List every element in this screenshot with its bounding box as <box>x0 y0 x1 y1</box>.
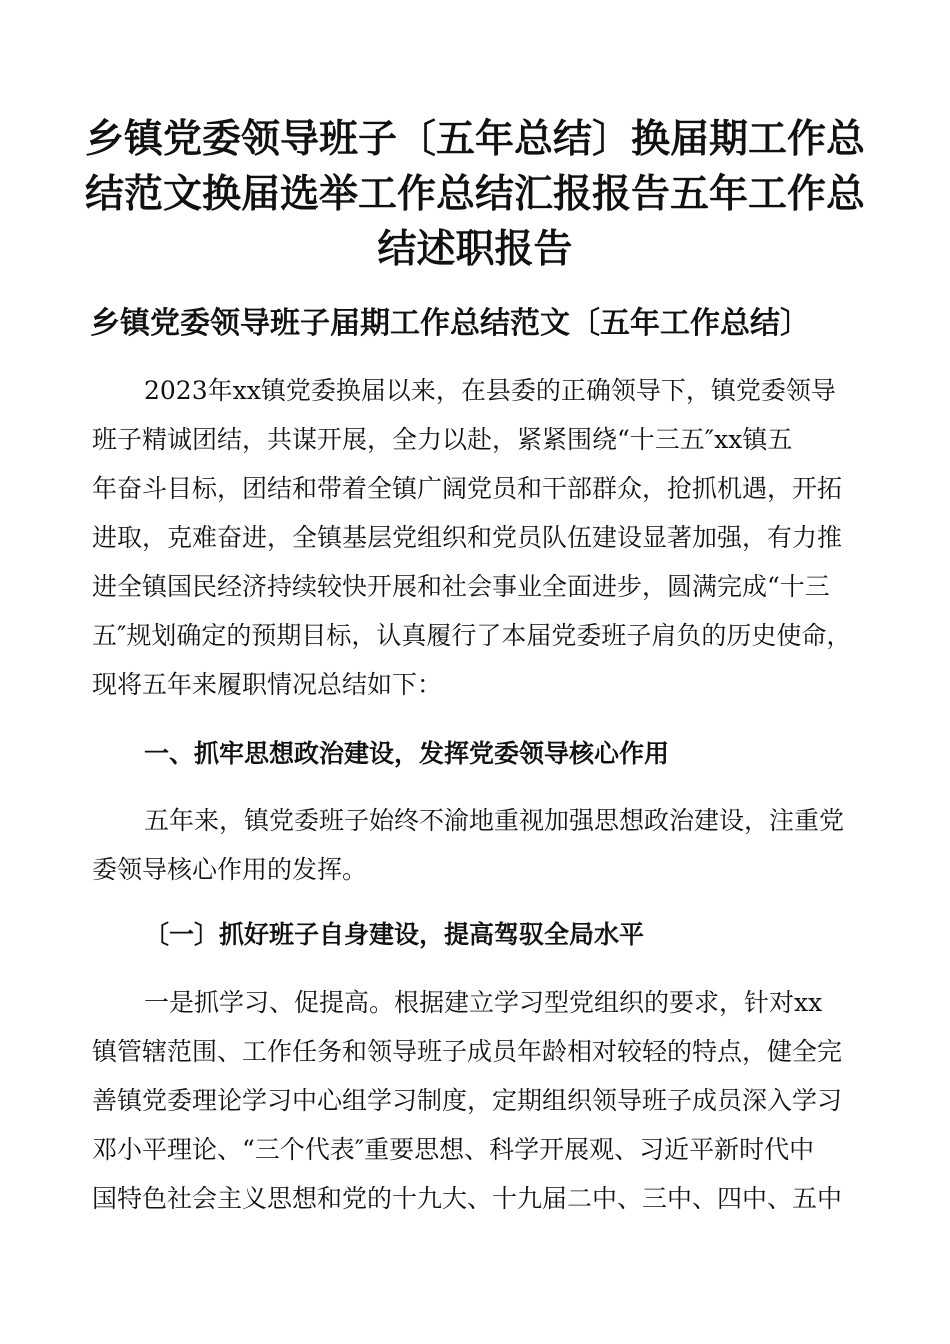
text-line: 班子精诚团结，共谋开展，全力以赴，紧紧围绕“十三五″xx镇五 <box>92 425 793 454</box>
text-line: 2023年xx镇党委换届以来，在县委的正确领导下，镇党委领导 <box>144 376 836 405</box>
text-line: 年奋斗目标，团结和带着全镇广阔党员和干部群众，抢抓机遇，开拓 <box>92 474 843 503</box>
text-line: 进取，克难奋进，全镇基层党组织和党员队伍建设显著加强，有力推 <box>92 523 843 552</box>
section-heading-1: 一、抓牢思想政治建设，发挥党委领导核心作用 <box>144 739 670 768</box>
paragraph-intro <box>92 366 872 709</box>
text-line: 委领导核心作用的发挥。 <box>92 855 368 884</box>
text-line: 国特色社会主义思想和党的十九大、十九届二中、三中、四中、五中 <box>92 1184 843 1213</box>
document-title <box>80 112 870 277</box>
text-line: 邓小平理论、“三个代表″重要思想、科学开展观、习近平新时代中 <box>92 1135 815 1164</box>
subsection-heading-1: 〔一〕抓好班子自身建设，提高驾驭全局水平 <box>144 920 645 949</box>
text-line: 镇管辖范围、工作任务和领导班子成员年龄相对较轻的特点，健全完 <box>92 1037 843 1066</box>
text-line: 进全镇国民经济持续较快开展和社会事业全面进步，圆满完成“十三 <box>92 572 830 601</box>
text-line: 五年来，镇党委班子始终不渝地重视加强思想政治建设，注重党 <box>144 806 845 835</box>
title-line: 乡镇党委领导班子〔五年总结〕换届期工作总 <box>84 117 865 162</box>
title-line: 结述职报告 <box>377 227 573 272</box>
text-line: 善镇党委理论学习中心组学习制度，定期组织领导班子成员深入学习 <box>92 1086 843 1115</box>
paragraph-section-1 <box>92 796 872 894</box>
document-subtitle: 乡镇党委领导班子届期工作总结范文〔五年工作总结〕 <box>90 306 810 341</box>
paragraph-subsection-1 <box>92 978 872 1223</box>
text-line: 现将五年来履职情况总结如下： <box>92 670 443 699</box>
text-line: 一是抓学习、促提高。根据建立学习型党组织的要求，针对xx <box>144 988 823 1017</box>
title-line: 结范文换届选举工作总结汇报报告五年工作总 <box>84 172 865 217</box>
text-line: 五″规划确定的预期目标，认真履行了本届党委班子肩负的历史使命， <box>92 621 852 650</box>
